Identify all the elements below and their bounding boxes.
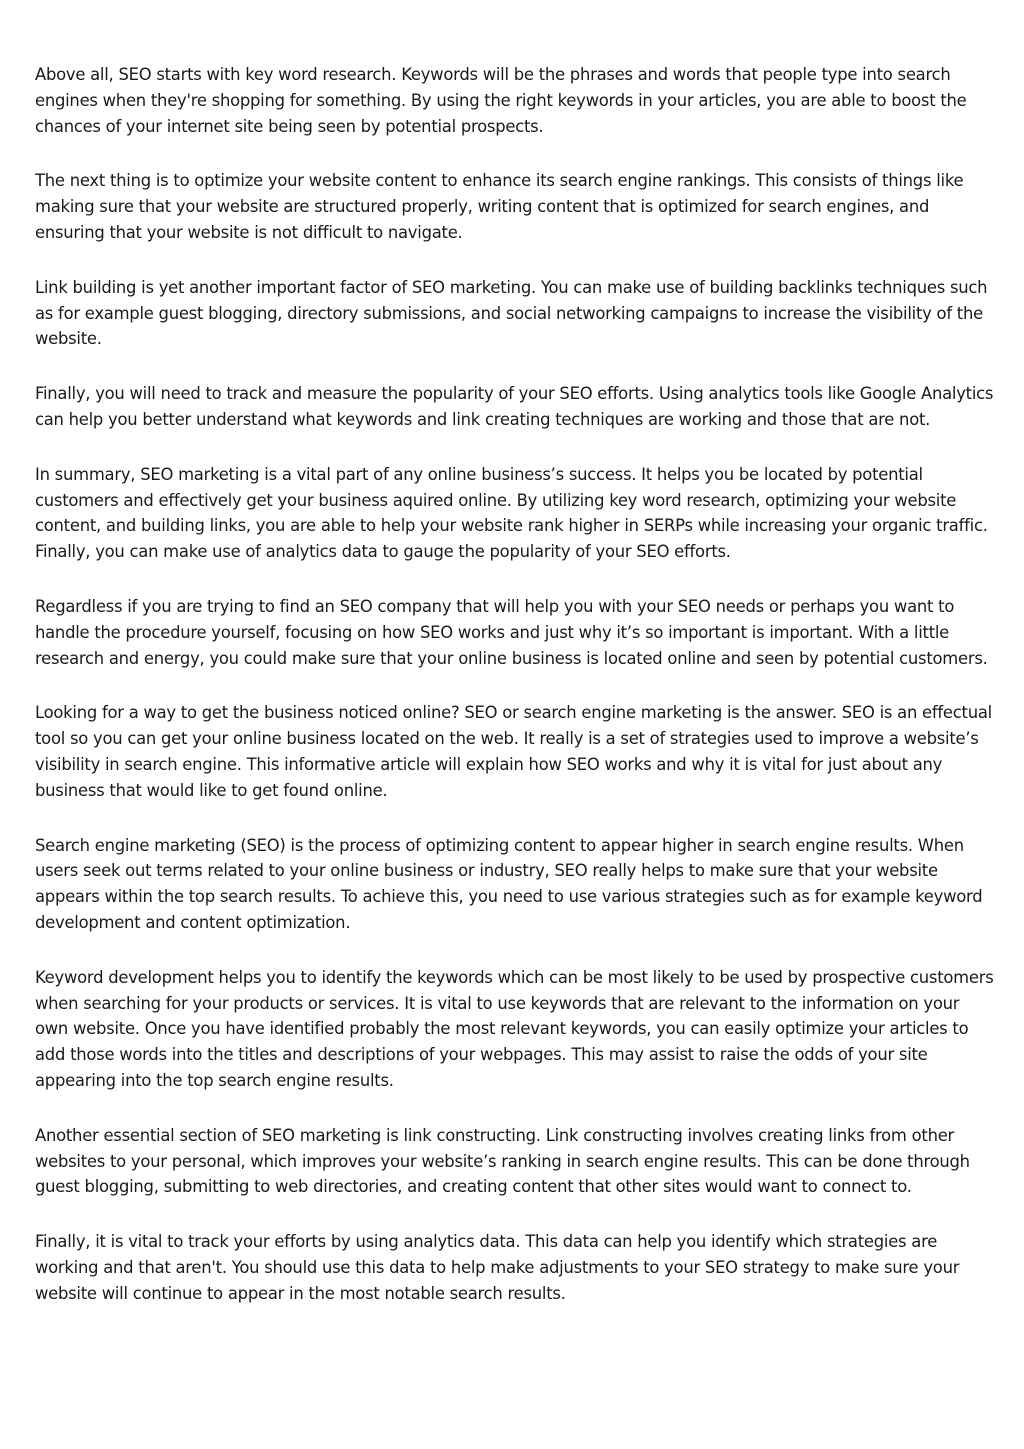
paragraph: Looking for a way to get the business noticed online? SEO or search engine marketing is the answer. SEO is an effectual tool so you can get your online business located on the web. It really is a set of strategies used to improve a website’s visibility in search engine. This informative article will explain how SEO works and why it is vital for just about any business that would like to get found online.: [35, 703, 992, 800]
paragraph: Search engine marketing (SEO) is the process of optimizing content to appear higher in search engine results. When users seek out terms related to your online business or industry, SEO really helps to make sure that your website appears within the top search results. To achieve this, you need to use various strategies such as for example keyword development and content optimization.: [35, 835, 983, 932]
paragraph: Finally, it is vital to track your efforts by using analytics data. This data can help you identify which strategies are working and that aren't. You should use this data to help make adjustments to your SEO strategy to make sure your website will continue to appear in the most notable search results.: [35, 1232, 960, 1303]
paragraph: Regardless if you are trying to find an SEO company that will help you with your SEO needs or perhaps you want to handle the procedure yourself, focusing on how SEO works and just why it’s so important is important. With a little research and energy, you could make sure that your online business is located online and seen by potential customers.: [35, 596, 988, 668]
paragraph: Finally, you will need to track and measure the popularity of your SEO efforts. Using analytics tools like Google Analytics can help you better understand what keywords and link creating techniques are working and those that are not.: [35, 384, 994, 429]
document-page: [35, 62, 995, 1335]
paragraph: Above all, SEO starts with key word research. Keywords will be the phrases and words that people type into search engines when they're shopping for something. By using the right keywords in your articles, you are able to boost the chances of your internet site being seen by potential prospects.: [35, 65, 967, 136]
paragraph: Link building is yet another important factor of SEO marketing. You can make use of building backlinks techniques such as for example guest blogging, directory submissions, and social networking campaigns to increase the visibility of the website.: [35, 277, 988, 349]
paragraph: In summary, SEO marketing is a vital part of any online business’s success. It helps you be located by potential customers and effectively get your business aquired online. By utilizing key word research, optimizing your website content, and building links, you are able to help your website rank higher in SERPs while increasing your organic traffic. Finally, you can make use of analytics data to gauge the popularity of your SEO efforts.: [35, 464, 988, 562]
paragraph: The next thing is to optimize your website content to enhance its search engine rankings. This consists of things like making sure that your website are structured properly, writing content that is optimized for search engines, and ensuring that your website is not difficult to navigate.: [35, 171, 964, 242]
paragraph: Keyword development helps you to identify the keywords which can be most likely to be used by prospective customers when searching for your products or services. It is vital to use keywords that are relevant to the information on your own website. Once you have identified probably the most relevant keywords, you can easily optimize your articles to add those words into the titles and descriptions of your webpages. This may assist to raise the odds of your site appearing into the top search engine results.: [35, 967, 994, 1090]
paragraph: Another essential section of SEO marketing is link constructing. Link constructing involves creating links from other websites to your personal, which improves your website’s ranking in search engine results. This can be done through guest blogging, submitting to web directories, and creating content that other sites would want to connect to.: [35, 1125, 970, 1197]
